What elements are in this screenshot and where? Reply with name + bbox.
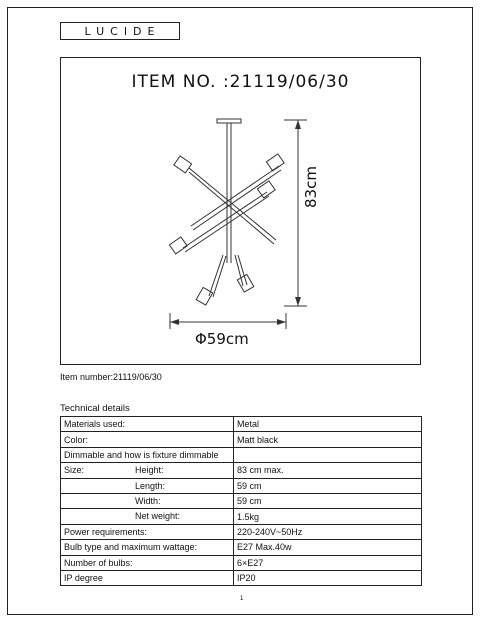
height-dimension-label: 83cm	[302, 166, 320, 208]
spec-label: IP degree	[61, 570, 234, 585]
bulb-holder	[257, 181, 275, 198]
ceiling-canopy	[217, 119, 241, 123]
spec-label	[61, 493, 234, 508]
spec-label: Color:	[61, 432, 234, 447]
table-row	[61, 540, 422, 555]
spec-value: IP20	[234, 570, 422, 585]
lamp-arm	[213, 256, 226, 297]
spec-label: Dimmable and how is fixture dimmable	[61, 447, 234, 462]
product-drawing-panel	[60, 57, 421, 365]
table-row	[61, 555, 422, 570]
lamp-arm	[183, 192, 267, 248]
bulb-holder	[237, 274, 254, 292]
arrow-head	[277, 319, 286, 325]
page-number: 1	[240, 596, 244, 602]
spec-value: Metal	[234, 417, 422, 432]
lamp-arm	[193, 170, 281, 230]
spec-sub-label: Height:	[135, 465, 164, 476]
bulb-holder	[196, 287, 213, 305]
spec-value: 6×E27	[234, 555, 422, 570]
spec-label: Materials used:	[61, 417, 234, 432]
spec-label: Size: Height:	[61, 463, 234, 478]
spec-value: E27 Max.40w	[234, 540, 422, 555]
lamp-arm	[209, 255, 223, 296]
table-row	[61, 478, 422, 493]
table-row	[61, 524, 422, 539]
arrow-head	[295, 297, 301, 306]
pendant-lamp-drawing	[61, 58, 422, 366]
spec-value: 1.5kg	[234, 509, 422, 524]
spec-value: Matt black	[234, 432, 422, 447]
item-title: ITEM NO. :21119/06/30	[131, 72, 350, 92]
table-row	[61, 463, 422, 478]
spec-label	[61, 478, 234, 493]
arrow-head	[295, 120, 301, 129]
arrow-head	[170, 319, 179, 325]
spec-label: Number of bulbs:	[61, 555, 234, 570]
bulb-holder	[169, 237, 187, 254]
spec-value	[234, 447, 422, 462]
table-row	[61, 417, 422, 432]
table-row	[61, 493, 422, 508]
technical-details-title: Technical details	[60, 403, 130, 414]
table-row	[61, 509, 422, 524]
spec-value: 220-240V~50Hz	[234, 524, 422, 539]
spec-sub-label: Net weight:	[135, 511, 181, 522]
table-row	[61, 570, 422, 585]
spec-sub-label: Length:	[135, 480, 166, 491]
table-row	[61, 447, 422, 462]
item-number: Item number:21119/06/30	[60, 372, 162, 382]
bulb-holder	[174, 156, 192, 173]
spec-sub-label: Width:	[135, 495, 161, 506]
spec-label	[61, 509, 234, 524]
table-row	[61, 432, 422, 447]
spec-label: Bulb type and maximum wattage:	[61, 540, 234, 555]
spec-value: 59 cm	[234, 478, 422, 493]
spec-label: Power requirements:	[61, 524, 234, 539]
spec-value: 83 cm max.	[234, 463, 422, 478]
brand-logo: LUCIDE	[60, 22, 180, 40]
technical-details-table	[60, 416, 422, 586]
lamp-arm	[189, 168, 276, 240]
width-dimension-label: Φ59cm	[195, 330, 249, 348]
spec-value: 59 cm	[234, 493, 422, 508]
